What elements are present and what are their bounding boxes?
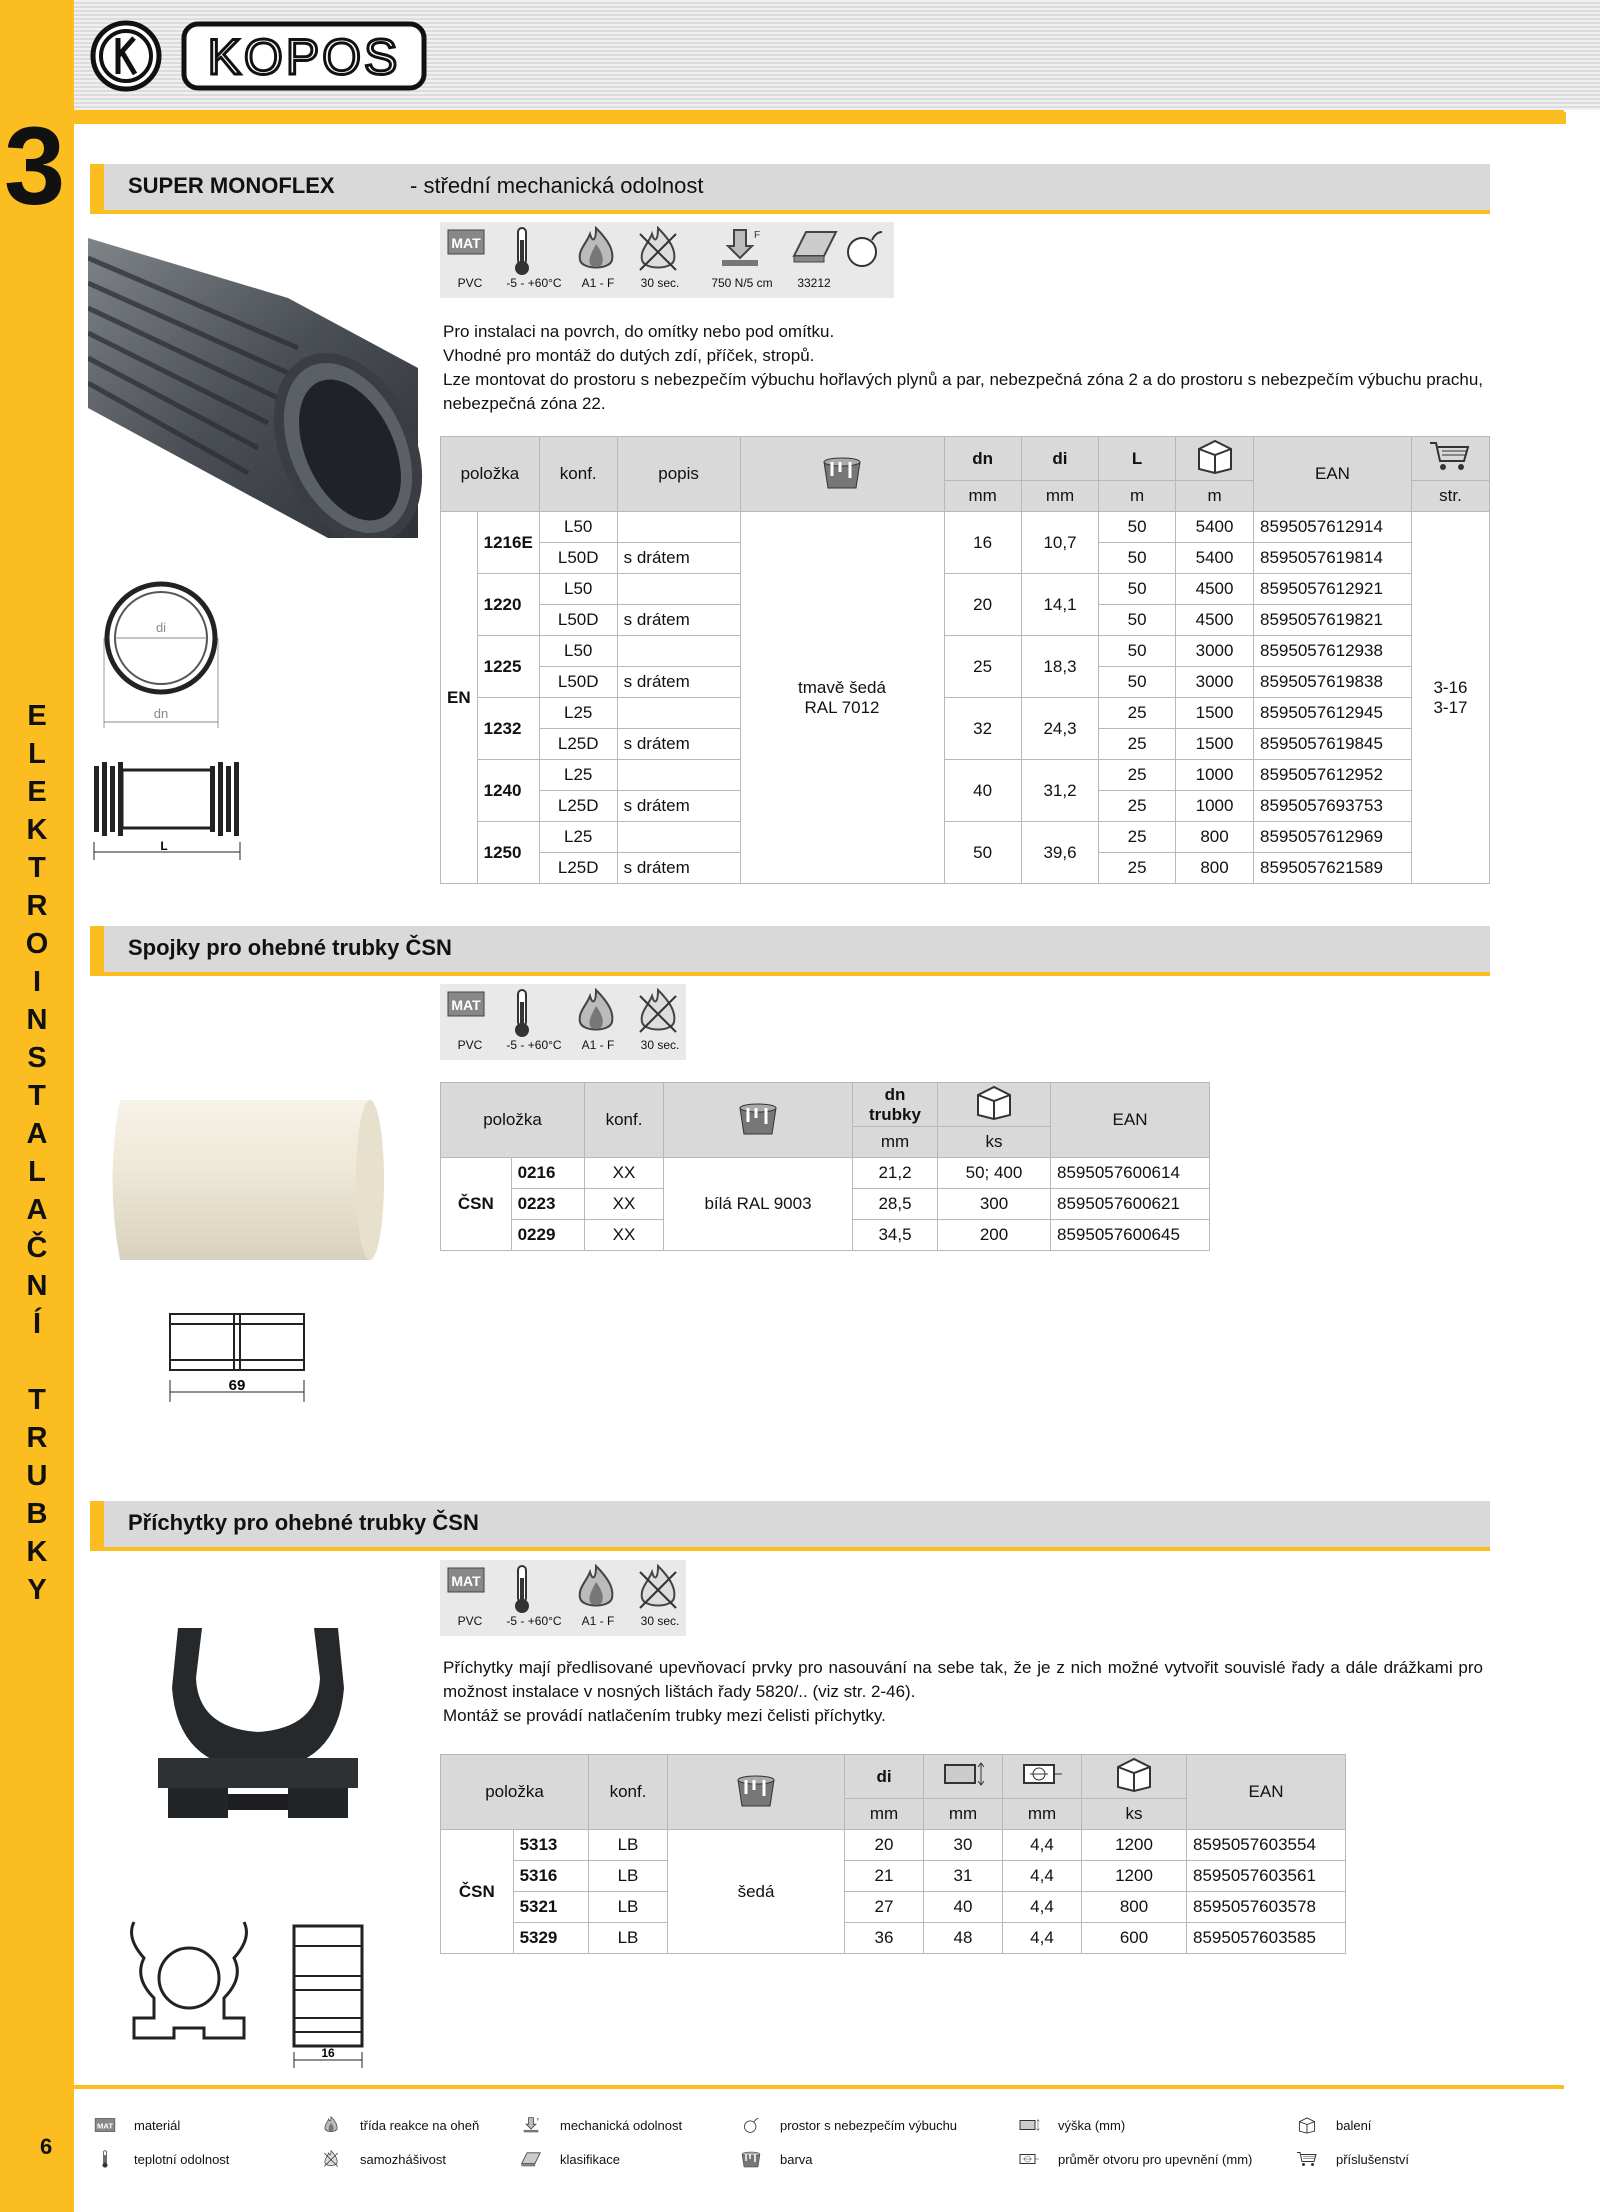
konf-cell: L50D	[539, 605, 617, 636]
konf-cell: L50	[539, 512, 617, 543]
header-L: L	[1099, 437, 1176, 481]
dn-cell: 21,2	[853, 1158, 938, 1189]
vertical-letter: I	[32, 966, 42, 998]
pack-cell: 4500	[1176, 574, 1254, 605]
popis-cell: s drátem	[617, 543, 740, 574]
vertical-letter: O	[25, 928, 49, 960]
coupling-photo	[100, 1080, 400, 1285]
self-extinguishing-icon	[320, 2150, 340, 2166]
vertical-letter: L	[28, 1156, 46, 1188]
ean-cell: 8595057612969	[1254, 822, 1412, 853]
L-cell: 25	[1099, 791, 1176, 822]
L-label: L	[160, 839, 168, 853]
kopos-logo	[88, 18, 428, 99]
clip-front-drawing	[124, 1918, 254, 2053]
header-row	[441, 1755, 1346, 1799]
pages-cell: 3-16 3-17	[1411, 512, 1489, 884]
description-line: Montáž se provádí natlačením trubky mezi čelisti příchytky.	[443, 1706, 886, 1725]
popis-cell	[617, 512, 740, 543]
section-title: SUPER MONOFLEX	[128, 173, 335, 198]
pack-cell: 1000	[1176, 791, 1254, 822]
pack-cell: 1500	[1176, 729, 1254, 760]
di-cell: 14,1	[1021, 574, 1098, 636]
flame-reaction-icon	[320, 2116, 340, 2132]
icon-label: 750 N/5 cm	[711, 276, 773, 290]
page-number: 6	[40, 2134, 53, 2159]
icon-label: 30 sec.	[640, 1614, 680, 1628]
hole-cell: 4,4	[1003, 1861, 1082, 1892]
L-cell: 50	[1099, 605, 1176, 636]
table-cell: mm	[944, 481, 1021, 512]
prichytky-table	[440, 1754, 1346, 1954]
item-code: 1220	[477, 574, 539, 636]
table-cell: str.	[1411, 481, 1489, 512]
table-row	[441, 1861, 1346, 1892]
popis-cell	[617, 698, 740, 729]
header-popis: popis	[617, 437, 740, 512]
dn-cell: 34,5	[853, 1220, 938, 1251]
popis-cell	[617, 822, 740, 853]
di-cell: 20	[845, 1830, 924, 1861]
classification-icon	[790, 226, 840, 271]
chapter-number: 3	[4, 105, 66, 228]
section-title: Spojky pro ohebné trubky ČSN	[128, 935, 452, 960]
vertical-letter: Č	[26, 1232, 48, 1264]
pack-cell: 1000	[1176, 760, 1254, 791]
header-square	[1504, 112, 1518, 124]
icon-label: 33212	[797, 276, 831, 290]
header-konf: konf.	[589, 1755, 668, 1830]
table-cell: mm	[1003, 1799, 1082, 1830]
table-cell: m	[1176, 481, 1254, 512]
vertical-letter: T	[28, 852, 46, 884]
cart-icon	[1296, 2150, 1316, 2166]
pack-cell: 200	[938, 1220, 1051, 1251]
table-cell: mm	[853, 1127, 938, 1158]
norm-cell: ČSN	[441, 1830, 514, 1954]
paint-bucket-icon	[740, 2150, 760, 2166]
explosion-bomb-icon	[842, 226, 886, 275]
vertical-letter: Í	[32, 1308, 42, 1340]
legend-label: klasifikace	[560, 2152, 620, 2167]
header-konf: konf.	[585, 1083, 664, 1158]
pack-cell: 600	[1082, 1923, 1187, 1954]
self-extinguishing-icon	[636, 1564, 680, 1617]
pack-cell: 3000	[1176, 636, 1254, 667]
description-line: Příchytky mají předlisované upevňovací prvky pro nasouvání na sebe tak, že je z nich možné vytvořit souvislé řady a dále drážkami pro možnost instalace v nosných lištách řady 5820/.. (viz str. 2-46).	[443, 1658, 1483, 1701]
icon-label: -5 - +60°C	[506, 276, 562, 290]
popis-cell: s drátem	[617, 667, 740, 698]
L-cell: 50	[1099, 667, 1176, 698]
description-line: Lze montovat do prostoru s nebezpečím výbuchu hořlavých plynů a par, nebezpečná zóna 2 a do prostoru s nebezpečím výbuchu prachu, nebezpečná zóna 22.	[443, 370, 1483, 413]
dn-cell: 28,5	[853, 1189, 938, 1220]
table-row	[441, 822, 1490, 853]
ean-cell: 8595057603561	[1187, 1861, 1346, 1892]
vertical-letter: B	[26, 1498, 48, 1530]
pack-cell: 1200	[1082, 1830, 1187, 1861]
item-code: 1250	[477, 822, 539, 884]
description-line: Pro instalaci na povrch, do omítky nebo pod omítku.	[443, 322, 835, 341]
hole-cell: 4,4	[1003, 1923, 1082, 1954]
table-cell: ks	[938, 1127, 1051, 1158]
konf-cell: L25	[539, 822, 617, 853]
header-di: di	[845, 1755, 924, 1799]
vertical-letter: Y	[27, 1574, 47, 1606]
ean-cell: 8595057612945	[1254, 698, 1412, 729]
table-row	[441, 1892, 1346, 1923]
material-icon	[446, 988, 486, 1025]
thermometer-icon	[94, 2150, 114, 2166]
L-cell: 50	[1099, 636, 1176, 667]
svg-text:MAT: MAT	[96, 2121, 114, 2131]
dn-cell: 50	[944, 822, 1021, 884]
flame-reaction-icon	[574, 988, 618, 1041]
legend-label: výška (mm)	[1058, 2118, 1126, 2133]
thermometer-icon	[510, 1564, 534, 1619]
legend-label: třída reakce na oheň	[360, 2118, 480, 2133]
popis-cell: s drátem	[617, 853, 740, 884]
konf-cell: LB	[589, 1830, 668, 1861]
vertical-letter: K	[26, 1536, 48, 1568]
ean-cell: 8595057612921	[1254, 574, 1412, 605]
popis-cell	[617, 636, 740, 667]
ean-cell: 8595057600614	[1051, 1158, 1210, 1189]
ean-cell: 8595057603585	[1187, 1923, 1346, 1954]
item-code: 1216E	[477, 512, 539, 574]
pack-cell: 800	[1082, 1892, 1187, 1923]
header-di: di	[1021, 437, 1098, 481]
header-item: položka	[441, 1083, 585, 1158]
mechanical-resistance-icon	[718, 226, 762, 275]
vertical-letter: A	[26, 1118, 48, 1150]
table-row	[441, 512, 1490, 543]
vertical-letter: K	[26, 814, 48, 846]
dn-cell: 16	[944, 512, 1021, 574]
box-icon	[1296, 2116, 1316, 2132]
color-cell: tmavě šedá RAL 7012	[740, 512, 944, 884]
pack-cell: 3000	[1176, 667, 1254, 698]
svg-text:F: F	[536, 2116, 540, 2122]
header-dn: dn trubky	[853, 1083, 938, 1127]
icon-label: PVC	[457, 1614, 483, 1628]
table-cell: ks	[1082, 1799, 1187, 1830]
konf-cell: XX	[585, 1158, 664, 1189]
L-cell: 50	[1099, 543, 1176, 574]
pack-cell: 5400	[1176, 543, 1254, 574]
product-description	[443, 320, 1483, 416]
konf-cell: LB	[589, 1861, 668, 1892]
table-cell: mm	[1021, 481, 1098, 512]
section-header-prichytky	[90, 1501, 1490, 1551]
vertical-letter: N	[26, 1270, 48, 1302]
legend-label: prostor s nebezpečím výbuchu	[780, 2118, 958, 2133]
conduit-photo	[88, 238, 428, 543]
flame-reaction-icon	[574, 1564, 618, 1617]
svg-text:MAT: MAT	[451, 997, 481, 1013]
konf-cell: LB	[589, 1892, 668, 1923]
icon-label: 30 sec.	[640, 1038, 680, 1052]
pack-cell: 1500	[1176, 698, 1254, 729]
popis-cell: s drátem	[617, 729, 740, 760]
di-cell: 31,2	[1021, 760, 1098, 822]
konf-cell: L50	[539, 636, 617, 667]
pack-cell: 50; 400	[938, 1158, 1051, 1189]
konf-cell: L25D	[539, 853, 617, 884]
section-subtitle: - střední mechanická odolnost	[410, 173, 704, 198]
vertical-letter: E	[27, 700, 47, 732]
di-cell: 24,3	[1021, 698, 1098, 760]
legend-label: materiál	[134, 2118, 181, 2133]
height-cell: 48	[924, 1923, 1003, 1954]
legend-label: balení	[1336, 2118, 1372, 2133]
di-cell: 21	[845, 1861, 924, 1892]
ean-cell: 8595057612914	[1254, 512, 1412, 543]
ean-cell: 8595057612952	[1254, 760, 1412, 791]
header-stripe	[74, 110, 1564, 124]
flame-reaction-icon	[574, 226, 618, 279]
L-cell: 25	[1099, 853, 1176, 884]
header-square	[1526, 112, 1540, 124]
header-row	[441, 437, 1490, 481]
L-cell: 50	[1099, 574, 1176, 605]
header-item: položka	[441, 437, 540, 512]
logo-text: KOPOS	[207, 29, 401, 85]
clip-side-drawing	[290, 1922, 380, 2077]
footer-line	[74, 2085, 1564, 2089]
header-ean: EAN	[1051, 1083, 1210, 1158]
vertical-letter: E	[27, 776, 47, 808]
material-icon	[446, 226, 486, 263]
section-header-spojky	[90, 926, 1490, 976]
vertical-letter: R	[26, 890, 48, 922]
dn-cell: 25	[944, 636, 1021, 698]
L-cell: 25	[1099, 760, 1176, 791]
icon-label: -5 - +60°C	[506, 1038, 562, 1052]
hole-cell: 4,4	[1003, 1892, 1082, 1923]
konf-cell: L50D	[539, 543, 617, 574]
konf-cell: XX	[585, 1220, 664, 1251]
pack-cell: 4500	[1176, 605, 1254, 636]
header-ean: EAN	[1254, 437, 1412, 512]
svg-text:MAT: MAT	[451, 1573, 481, 1589]
konf-cell: L25D	[539, 791, 617, 822]
di-cell: 27	[845, 1892, 924, 1923]
table-cell: mm	[924, 1799, 1003, 1830]
header-item: položka	[441, 1755, 589, 1830]
table-row	[441, 1158, 1210, 1189]
item-code: 5321	[513, 1892, 588, 1923]
icon-label: A1 - F	[581, 1614, 615, 1628]
paint-bucket-icon	[664, 1083, 853, 1158]
pack-cell: 300	[938, 1189, 1051, 1220]
vertical-letter: L	[28, 738, 46, 770]
ean-cell: 8595057603578	[1187, 1892, 1346, 1923]
konf-cell: L25	[539, 760, 617, 791]
height-cell: 30	[924, 1830, 1003, 1861]
pack-cell: 5400	[1176, 512, 1254, 543]
ean-cell: 8595057612938	[1254, 636, 1412, 667]
side-drawing	[92, 760, 242, 875]
item-code: 0216	[511, 1158, 584, 1189]
ean-cell: 8595057693753	[1254, 791, 1412, 822]
table-cell: mm	[845, 1799, 924, 1830]
height-cell: 40	[924, 1892, 1003, 1923]
description-line: Vhodné pro montáž do dutých zdí, příček, stropů.	[443, 346, 815, 365]
L-cell: 25	[1099, 822, 1176, 853]
pack-cell: 800	[1176, 853, 1254, 884]
popis-cell	[617, 574, 740, 605]
table-row	[441, 698, 1490, 729]
svg-text:MAT: MAT	[451, 235, 481, 251]
popis-cell: s drátem	[617, 791, 740, 822]
section-header-monoflex	[90, 164, 1490, 214]
explosion-bomb-icon	[740, 2116, 760, 2132]
material-icon	[94, 2116, 114, 2132]
dn-cell: 32	[944, 698, 1021, 760]
ean-cell: 8595057621589	[1254, 853, 1412, 884]
vertical-letter: N	[26, 1004, 48, 1036]
cross-section-drawing	[96, 578, 226, 743]
item-code: 5329	[513, 1923, 588, 1954]
hole-diameter-icon	[1018, 2150, 1038, 2166]
norm-cell: ČSN	[441, 1158, 512, 1251]
norm-cell: EN	[441, 512, 478, 884]
L-cell: 25	[1099, 729, 1176, 760]
mechanical-resistance-icon	[520, 2116, 540, 2132]
ean-cell: 8595057600621	[1051, 1189, 1210, 1220]
ean-cell: 8595057619821	[1254, 605, 1412, 636]
di-label: di	[155, 620, 167, 635]
icon-label: A1 - F	[581, 1038, 615, 1052]
vertical-letter: T	[28, 1080, 46, 1112]
item-code: 0223	[511, 1189, 584, 1220]
hole-diameter-icon	[1003, 1755, 1082, 1799]
vertical-letter: A	[26, 1194, 48, 1226]
pack-cell: 800	[1176, 822, 1254, 853]
box-icon	[938, 1083, 1051, 1127]
ean-cell: 8595057619814	[1254, 543, 1412, 574]
header-square	[1546, 112, 1560, 124]
table-row	[441, 1830, 1346, 1861]
ean-cell: 8595057600645	[1051, 1220, 1210, 1251]
thermometer-icon	[510, 226, 534, 281]
cart-icon	[1411, 437, 1489, 481]
vertical-letter: T	[28, 1384, 46, 1416]
L-cell: 25	[1099, 698, 1176, 729]
color-cell: bílá RAL 9003	[664, 1158, 853, 1251]
paint-bucket-icon	[740, 437, 944, 512]
vertical-letter: R	[26, 1422, 48, 1454]
vertical-letter: S	[27, 1042, 47, 1074]
header-square	[1562, 112, 1566, 124]
height-icon	[1018, 2116, 1038, 2132]
legend-label: mechanická odolnost	[560, 2118, 683, 2133]
legend-label: samozhášivost	[360, 2152, 446, 2167]
konf-cell: L25	[539, 698, 617, 729]
width-label: 16	[321, 2046, 335, 2060]
paint-bucket-icon	[668, 1755, 845, 1830]
coupling-drawing	[168, 1310, 308, 1415]
classification-icon	[520, 2150, 540, 2166]
box-icon	[1176, 437, 1254, 481]
monoflex-table	[440, 436, 1490, 884]
icon-label: PVC	[457, 276, 483, 290]
di-cell: 36	[845, 1923, 924, 1954]
table-row	[441, 636, 1490, 667]
table-row	[441, 760, 1490, 791]
popis-cell	[617, 760, 740, 791]
self-extinguishing-icon	[636, 226, 680, 279]
material-icon	[446, 1564, 486, 1601]
product-description	[443, 1656, 1483, 1728]
vertical-letter: U	[26, 1460, 48, 1492]
konf-cell: L25D	[539, 729, 617, 760]
height-cell: 31	[924, 1861, 1003, 1892]
legend-label: barva	[780, 2152, 813, 2167]
icon-label: -5 - +60°C	[506, 1614, 562, 1628]
header-ean: EAN	[1187, 1755, 1346, 1830]
item-code: 1225	[477, 636, 539, 698]
L-cell: 50	[1099, 512, 1176, 543]
konf-cell: L50	[539, 574, 617, 605]
header-row	[441, 1083, 1210, 1127]
popis-cell: s drátem	[617, 605, 740, 636]
item-code: 1232	[477, 698, 539, 760]
spojky-table	[440, 1082, 1210, 1251]
thermometer-icon	[510, 988, 534, 1043]
di-cell: 39,6	[1021, 822, 1098, 884]
svg-text:F: F	[754, 230, 761, 241]
dn-cell: 40	[944, 760, 1021, 822]
header-dn: dn	[944, 437, 1021, 481]
konf-cell: XX	[585, 1189, 664, 1220]
icon-label: 30 sec.	[640, 276, 680, 290]
length-label: 69	[228, 1377, 246, 1394]
di-cell: 18,3	[1021, 636, 1098, 698]
icon-label: PVC	[457, 1038, 483, 1052]
legend-label: teplotní odolnost	[134, 2152, 230, 2167]
dn-cell: 20	[944, 574, 1021, 636]
item-code: 1240	[477, 760, 539, 822]
color-cell: šedá	[668, 1830, 845, 1954]
pack-cell: 1200	[1082, 1861, 1187, 1892]
hole-cell: 4,4	[1003, 1830, 1082, 1861]
legend-label: příslušenství	[1336, 2152, 1409, 2167]
header-konf: konf.	[539, 437, 617, 512]
ean-cell: 8595057619845	[1254, 729, 1412, 760]
height-icon	[924, 1755, 1003, 1799]
ean-cell: 8595057619838	[1254, 667, 1412, 698]
konf-cell: LB	[589, 1923, 668, 1954]
table-row	[441, 1923, 1346, 1954]
legend-label: průměr otvoru pro upevnění (mm)	[1058, 2152, 1253, 2167]
item-code: 5313	[513, 1830, 588, 1861]
dn-label: dn	[153, 706, 169, 721]
table-cell: m	[1099, 481, 1176, 512]
konf-cell: L50D	[539, 667, 617, 698]
item-code: 5316	[513, 1861, 588, 1892]
box-icon	[1082, 1755, 1187, 1799]
icon-label: A1 - F	[581, 276, 615, 290]
clip-photo	[148, 1618, 368, 1833]
ean-cell: 8595057603554	[1187, 1830, 1346, 1861]
item-code: 0229	[511, 1220, 584, 1251]
table-row	[441, 574, 1490, 605]
self-extinguishing-icon	[636, 988, 680, 1041]
di-cell: 10,7	[1021, 512, 1098, 574]
section-title: Příchytky pro ohebné trubky ČSN	[128, 1510, 479, 1535]
